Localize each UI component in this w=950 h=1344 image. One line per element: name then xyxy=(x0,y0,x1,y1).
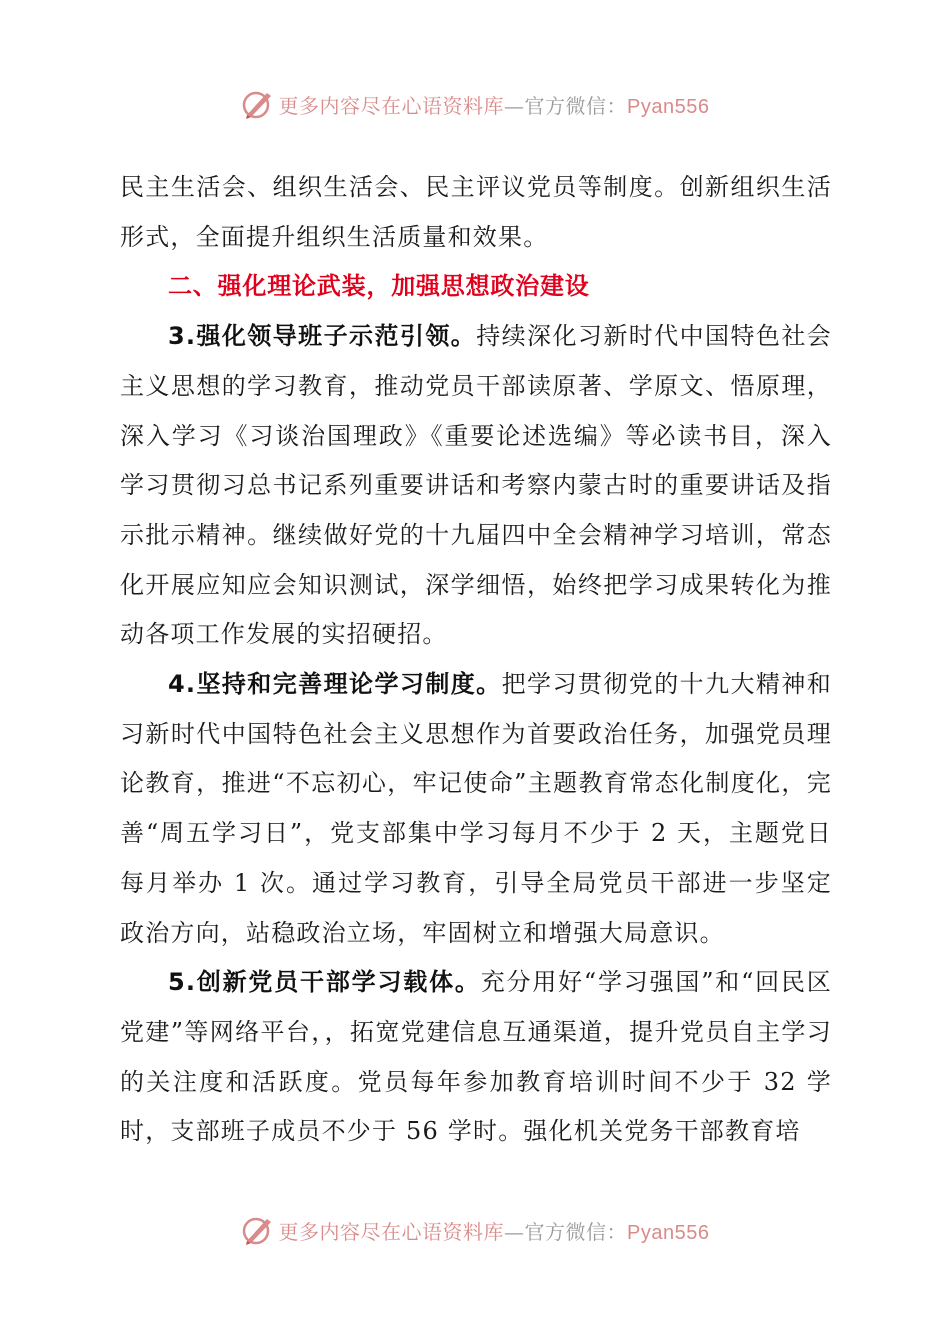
item-4-lead: 4.坚持和完善理论学习制度。 xyxy=(168,670,502,699)
paragraph-continued: 民主生活会、组织生活会、民主评议党员等制度。创新组织生活形式，全面提升组织生活质量和效果。 xyxy=(120,173,832,251)
item-5-text: 充分用好“学习强国”和“回民区党建”等网络平台，，拓宽党建信息互通渠道，提升党员自主学习的关注度和活跃度。党员每年参加教育培训时间不少于 32 学时，支部班子成员不少于 56 学时。强化机关党务干部教育培 xyxy=(120,968,832,1146)
paragraph-item-4 xyxy=(120,660,832,958)
item-3-text: 持续深化习新时代中国特色社会主义思想的学习教育，推动党员干部读原著、学原文、悟原理，深入学习《习谈治国理政》《重要论述选编》等必读书目，深入学习贯彻习总书记系列重要讲话和考察内蒙古时的重要讲话及指示批示精神。继续做好党的十九届四中全会精神学习培训，常态化开展应知应会知识测试，深学细悟，始终把学习成果转化为推动各项工作发展的实招硬招。 xyxy=(120,322,832,649)
document-body xyxy=(120,163,832,1157)
pen-logo-icon xyxy=(241,1213,275,1247)
paragraph-item-5 xyxy=(120,958,832,1157)
section-heading: 二、强化理论武装，加强思想政治建设 xyxy=(168,272,590,301)
item-4-text: 把学习贯彻党的十九大精神和习新时代中国特色社会主义思想作为首要政治任务，加强党员理论教育，推进“不忘初心，牢记使命”主题教育常态化制度化，完善“周五学习日”，党支部集中学习每月不少于 2 天，主题党日每月举办 1 次。通过学习教育，引导全局党员干部进一步坚定政治方向，站稳政治立场，牢固树立和增强大局意识。 xyxy=(120,670,832,947)
footer-watermark xyxy=(0,1210,950,1250)
pen-logo-icon xyxy=(241,87,275,121)
item-5-lead: 5.创新党员干部学习载体。 xyxy=(168,968,481,997)
watermark-text: 更多内容尽在心语资料库—官方微信：Pyan556 xyxy=(278,93,710,118)
paragraph-item-3 xyxy=(120,312,832,660)
header-watermark xyxy=(0,84,950,124)
watermark-text: 更多内容尽在心语资料库—官方微信：Pyan556 xyxy=(278,1219,710,1244)
item-3-lead: 3.强化领导班子示范引领。 xyxy=(168,322,477,351)
